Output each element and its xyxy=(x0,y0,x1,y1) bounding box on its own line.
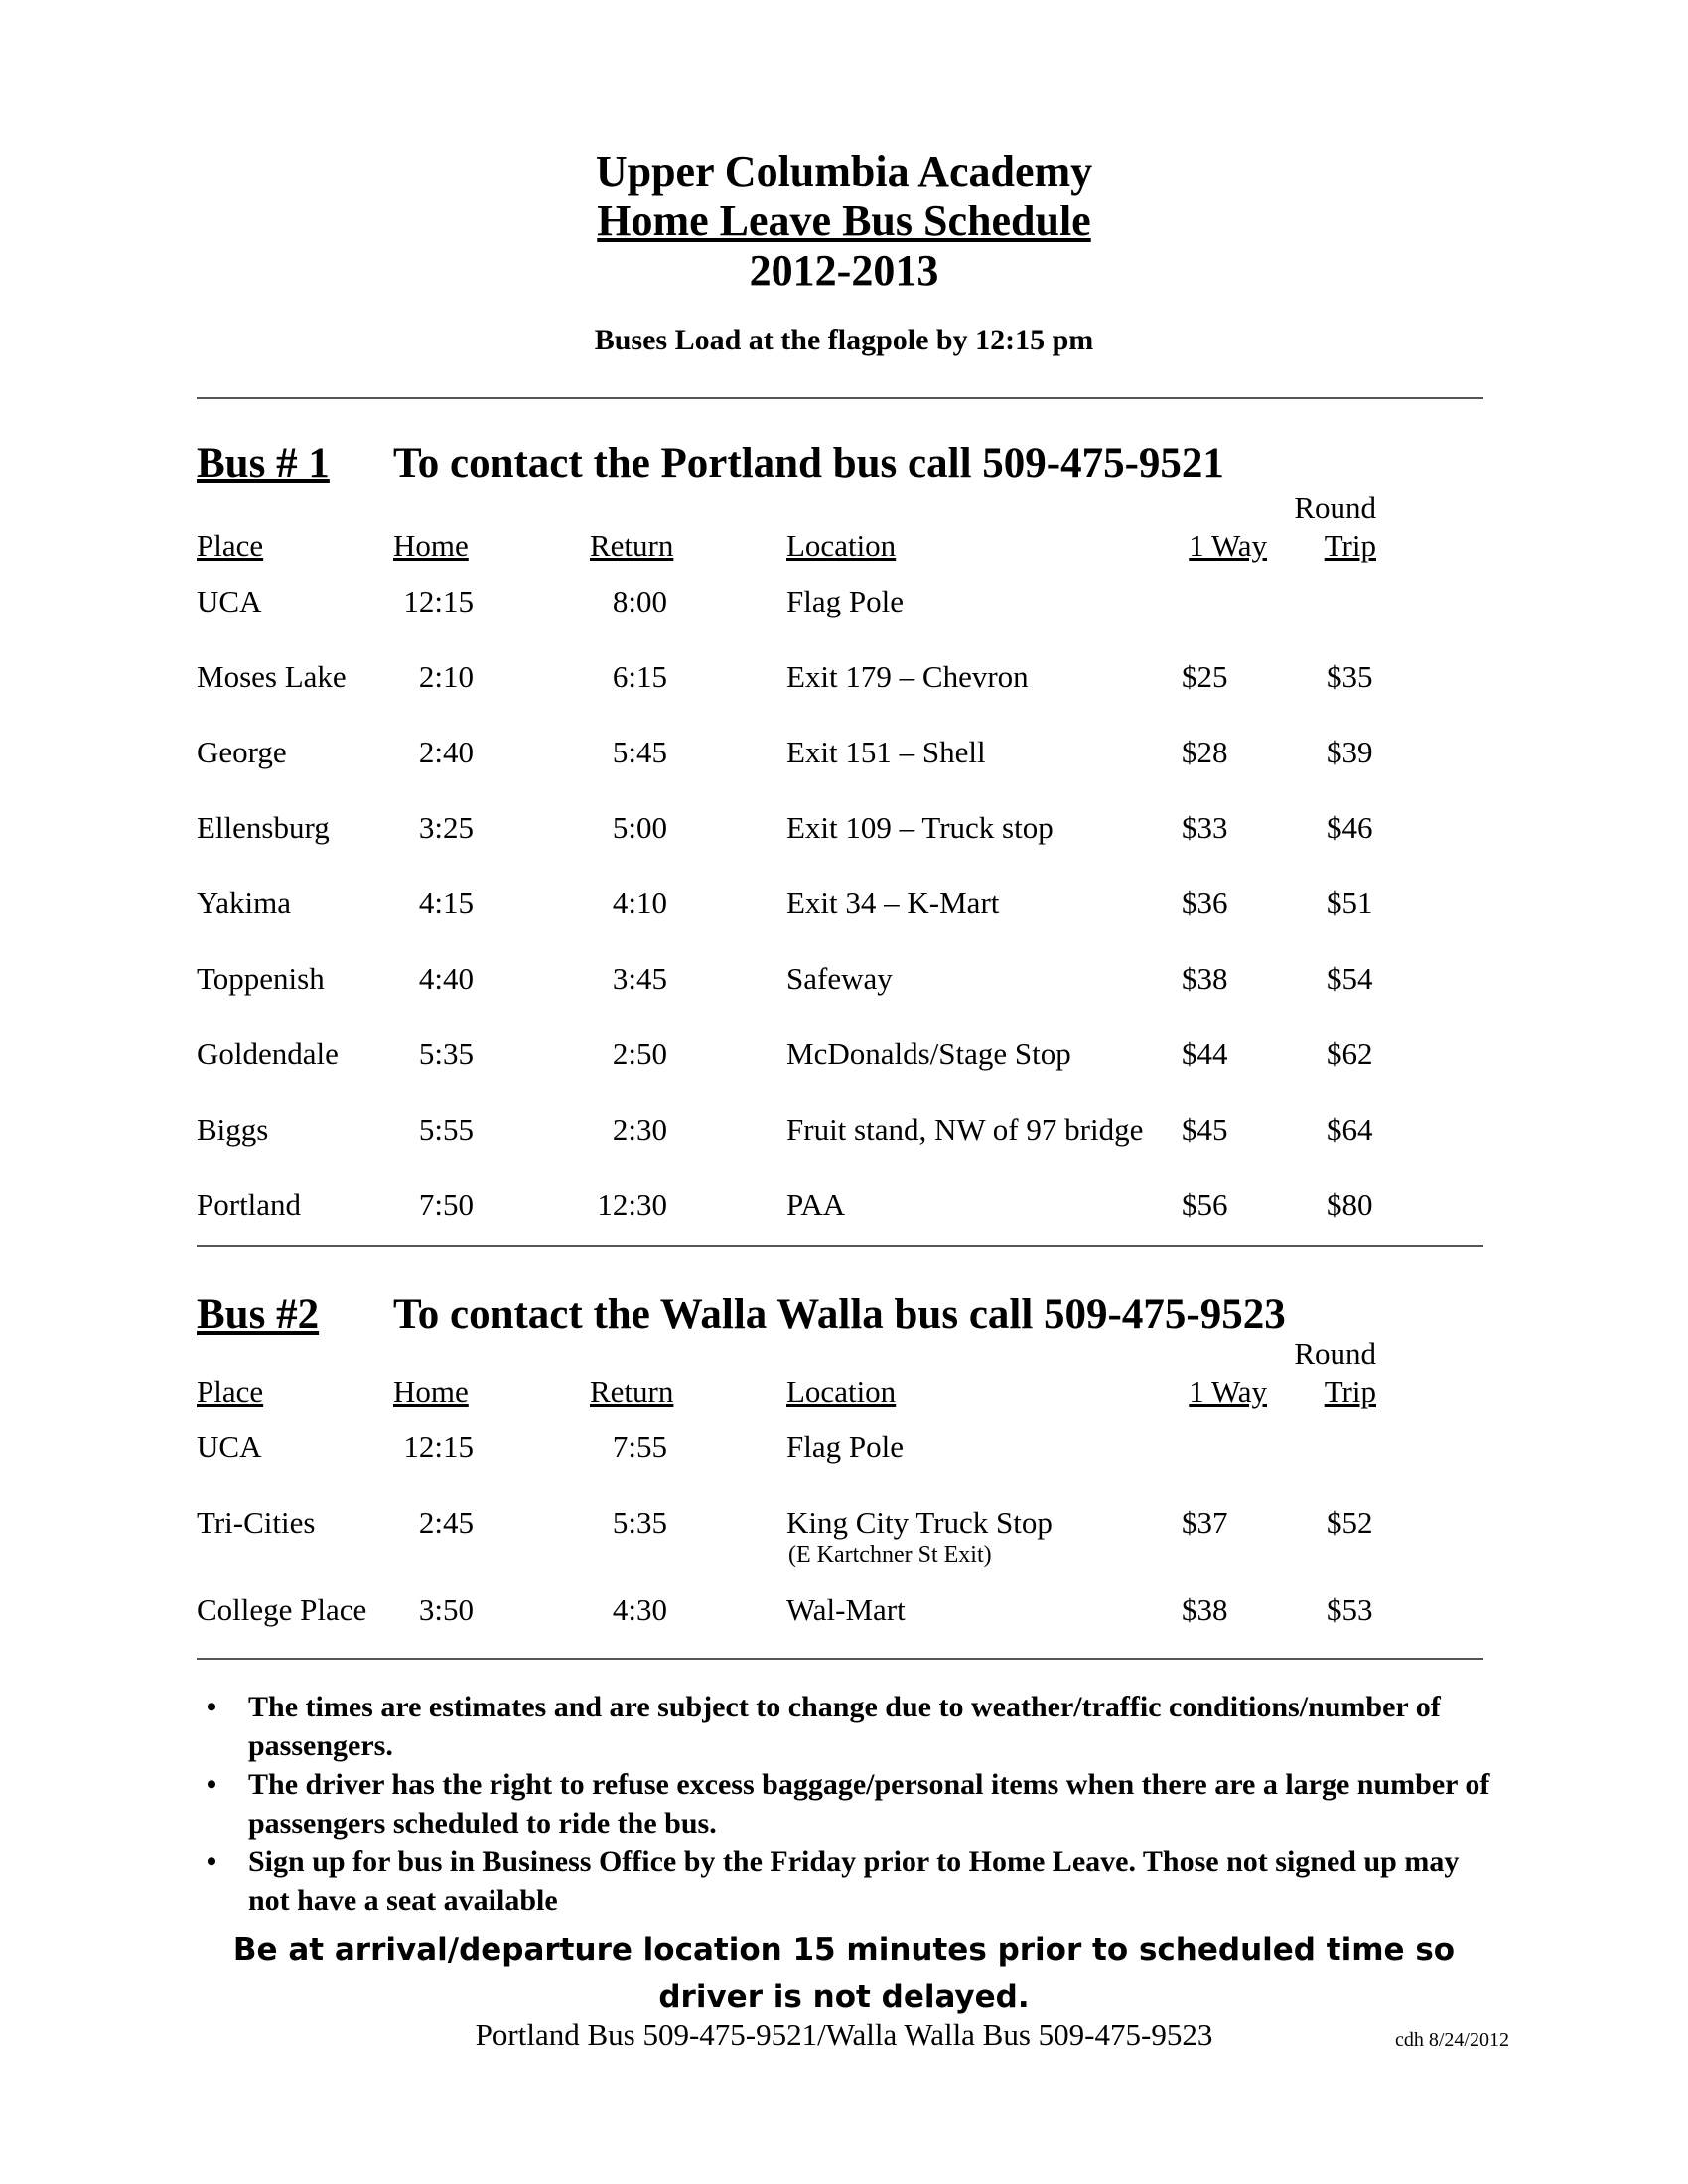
bus-2-label: Bus #2 xyxy=(197,1292,320,1338)
load-note: Buses Load at the flagpole by 12:15 pm xyxy=(594,324,1094,356)
location-cell: Exit 179 – Chevron xyxy=(786,659,1029,694)
place-cell: Goldendale xyxy=(197,1036,339,1071)
column-header-trip: Trip xyxy=(1324,1374,1376,1409)
column-header-place: Place xyxy=(197,528,264,563)
column-header-round: Round xyxy=(1294,1336,1376,1371)
round-trip-fare-cell: $62 xyxy=(1327,1036,1373,1071)
round-trip-fare-cell: $53 xyxy=(1327,1592,1373,1627)
round-trip-fare-cell: $64 xyxy=(1327,1112,1373,1147)
place-cell: George xyxy=(197,735,287,769)
place-cell: Toppenish xyxy=(197,961,325,996)
column-header-home: Home xyxy=(393,1374,469,1409)
location-cell: King City Truck Stop xyxy=(786,1505,1053,1540)
place-cell: Portland xyxy=(197,1187,302,1222)
footer-phones: Portland Bus 509-475-9521/Walla Walla Bus 509-475-9523 xyxy=(475,2017,1213,2052)
location-cell: Wal-Mart xyxy=(786,1592,906,1627)
bullet-icon: • xyxy=(206,1768,217,1801)
location-cell: Fruit stand, NW of 97 bridge xyxy=(786,1112,1144,1147)
place-cell: Yakima xyxy=(197,886,292,920)
notes-list xyxy=(197,1688,1497,1920)
location-note: (E Kartchner St Exit) xyxy=(788,1542,992,1568)
home-time-cell: 12:15 xyxy=(403,584,474,618)
bullet-icon: • xyxy=(206,1845,217,1878)
document-title: Home Leave Bus Schedule xyxy=(597,197,1091,245)
home-time-cell: 7:50 xyxy=(418,1187,474,1222)
return-time-cell: 4:30 xyxy=(612,1592,667,1627)
note-item: • The times are estimates and are subject to change due to weather/traffic conditions/number of passengers. xyxy=(197,1688,1497,1765)
return-time-cell: 6:15 xyxy=(612,659,667,694)
column-header-one-way: 1 Way xyxy=(1189,1374,1267,1409)
one-way-fare-cell: $25 xyxy=(1182,659,1228,694)
round-trip-fare-cell: $80 xyxy=(1327,1187,1373,1222)
column-header-location: Location xyxy=(786,528,897,563)
divider-bus-1 xyxy=(197,1245,1483,1247)
return-time-cell: 5:00 xyxy=(612,810,667,845)
place-cell: UCA xyxy=(197,584,262,618)
bus-1-label: Bus # 1 xyxy=(197,440,330,486)
column-header-return: Return xyxy=(590,1374,674,1409)
round-trip-fare-cell: $52 xyxy=(1327,1505,1373,1540)
column-header-trip: Trip xyxy=(1324,528,1376,563)
column-header-home: Home xyxy=(393,528,469,563)
column-header-one-way: 1 Way xyxy=(1189,528,1267,563)
home-time-cell: 2:40 xyxy=(418,735,474,769)
location-cell: Exit 34 – K-Mart xyxy=(786,886,1000,920)
one-way-fare-cell: $37 xyxy=(1182,1505,1228,1540)
home-time-cell: 5:55 xyxy=(418,1112,474,1147)
place-cell: College Place xyxy=(197,1592,367,1627)
round-trip-fare-cell: $51 xyxy=(1327,886,1373,920)
home-time-cell: 3:25 xyxy=(418,810,474,845)
location-cell: Flag Pole xyxy=(786,1430,904,1464)
one-way-fare-cell: $44 xyxy=(1182,1036,1228,1071)
bus-2-contact: To contact the Walla Walla bus call 509-475-9523 xyxy=(393,1292,1286,1338)
column-header-round: Round xyxy=(1294,490,1376,525)
place-cell: Ellensburg xyxy=(197,810,330,845)
one-way-fare-cell: $28 xyxy=(1182,735,1228,769)
round-trip-fare-cell: $54 xyxy=(1327,961,1373,996)
one-way-fare-cell: $33 xyxy=(1182,810,1228,845)
location-cell: Exit 151 – Shell xyxy=(786,735,986,769)
place-cell: Biggs xyxy=(197,1112,269,1147)
return-time-cell: 4:10 xyxy=(612,886,667,920)
home-time-cell: 4:15 xyxy=(418,886,474,920)
note-item: • The driver has the right to refuse excess baggage/personal items when there are a large number of passengers scheduled to ride the bus. xyxy=(197,1765,1497,1843)
home-time-cell: 3:50 xyxy=(418,1592,474,1627)
return-time-cell: 5:35 xyxy=(612,1505,667,1540)
location-cell: Safeway xyxy=(786,961,893,996)
one-way-fare-cell: $36 xyxy=(1182,886,1228,920)
one-way-fare-cell: $38 xyxy=(1182,961,1228,996)
column-header-place: Place xyxy=(197,1374,264,1409)
revision-stamp: cdh 8/24/2012 xyxy=(1395,2029,1509,2051)
location-cell: Exit 109 – Truck stop xyxy=(786,810,1054,845)
one-way-fare-cell: $45 xyxy=(1182,1112,1228,1147)
school-name: Upper Columbia Academy xyxy=(595,147,1093,196)
home-time-cell: 5:35 xyxy=(418,1036,474,1071)
one-way-fare-cell: $38 xyxy=(1182,1592,1228,1627)
divider-top xyxy=(197,397,1483,399)
location-cell: Flag Pole xyxy=(786,584,904,618)
bus-1-contact: To contact the Portland bus call 509-475-9521 xyxy=(393,440,1224,486)
return-time-cell: 8:00 xyxy=(612,584,667,618)
warning-text: Be at arrival/departure location 15 minutes prior to scheduled time so driver is not delayed. xyxy=(232,1932,1456,2015)
place-cell: Tri-Cities xyxy=(197,1505,316,1540)
bullet-icon: • xyxy=(206,1691,217,1723)
round-trip-fare-cell: $35 xyxy=(1327,659,1373,694)
place-cell: Moses Lake xyxy=(197,659,347,694)
school-year: 2012-2013 xyxy=(749,246,939,295)
location-cell: McDonalds/Stage Stop xyxy=(786,1036,1071,1071)
return-time-cell: 7:55 xyxy=(612,1430,667,1464)
return-time-cell: 2:30 xyxy=(612,1112,667,1147)
round-trip-fare-cell: $46 xyxy=(1327,810,1373,845)
return-time-cell: 12:30 xyxy=(597,1187,667,1222)
home-time-cell: 4:40 xyxy=(418,961,474,996)
return-time-cell: 5:45 xyxy=(612,735,667,769)
return-time-cell: 3:45 xyxy=(612,961,667,996)
return-time-cell: 2:50 xyxy=(612,1036,667,1071)
place-cell: UCA xyxy=(197,1430,262,1464)
divider-bus-2 xyxy=(197,1658,1483,1660)
location-cell: PAA xyxy=(786,1187,846,1222)
round-trip-fare-cell: $39 xyxy=(1327,735,1373,769)
home-time-cell: 2:45 xyxy=(418,1505,474,1540)
home-time-cell: 12:15 xyxy=(403,1430,474,1464)
column-header-location: Location xyxy=(786,1374,897,1409)
column-header-return: Return xyxy=(590,528,674,563)
home-time-cell: 2:10 xyxy=(418,659,474,694)
one-way-fare-cell: $56 xyxy=(1182,1187,1228,1222)
note-item: • Sign up for bus in Business Office by the Friday prior to Home Leave. Those not signed up may not have a seat available xyxy=(197,1843,1497,1920)
